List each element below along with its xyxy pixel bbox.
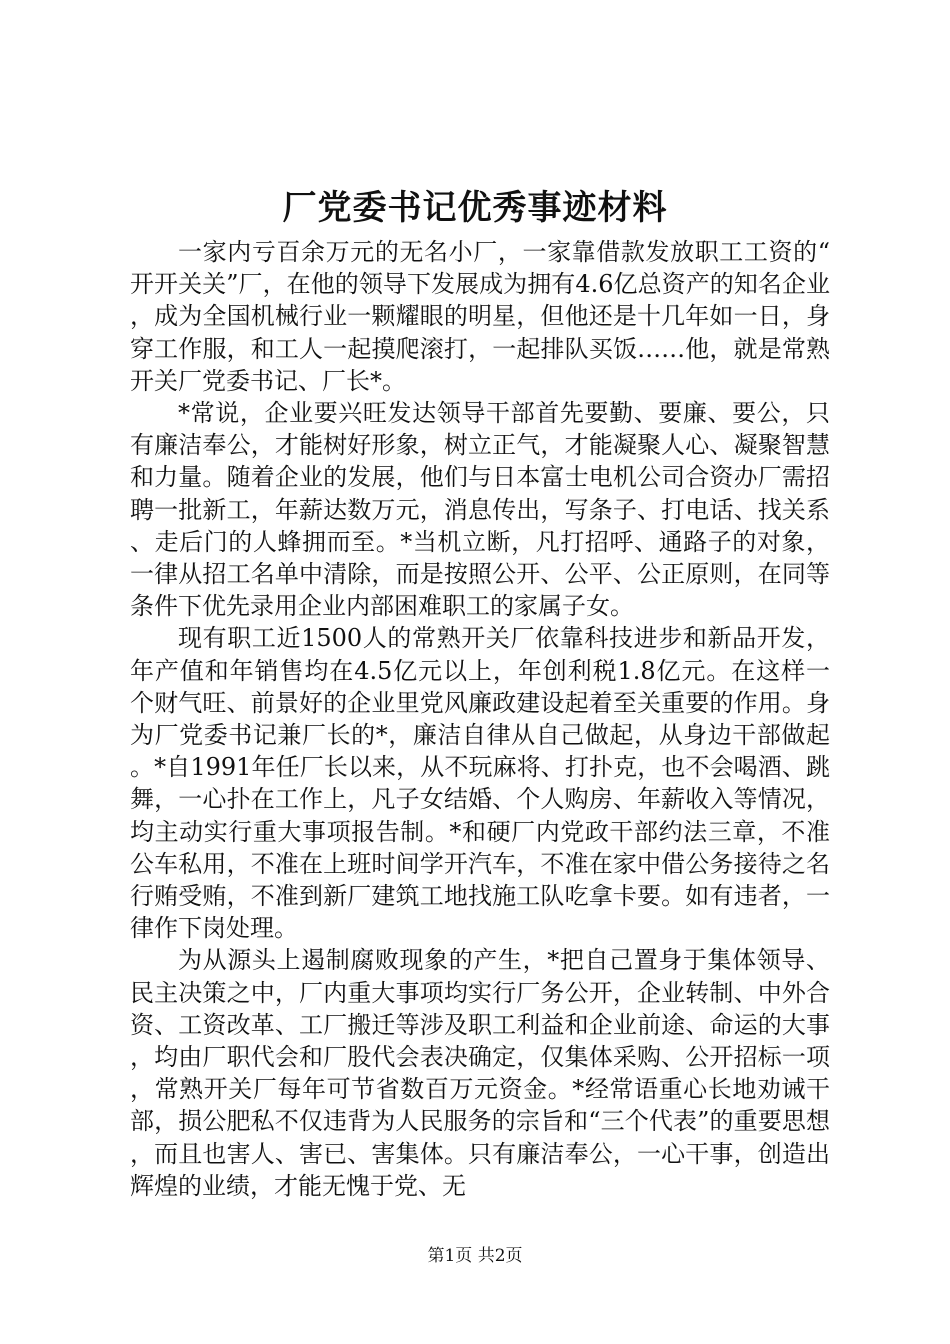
document-body	[130, 236, 830, 1202]
page-number-footer: 第1页 共2页	[427, 1246, 523, 1266]
paragraph-3: 现有职工近1500人的常熟开关厂依靠科技进步和新品开发，年产值和年销售均在4.5亿元以上，年创利税1.8亿元。在这样一个财气旺、前景好的企业里党风廉政建设起着至关重要的作用。身为厂党委书记兼厂长的*，廉洁自律从自己做起，从身边干部做起。*自1991年任厂长以来，从不玩麻将、打扑克，也不会喝酒、跳舞，一心扑在工作上，凡子女结婚、个人购房、年薪收入等情况，均主动实行重大事项报告制。*和硬厂内党政干部约法三章，不准公车私用，不准在上班时间学开汽车，不准在家中借公务接待之名行贿受贿，不准到新厂建筑工地找施工队吃拿卡要。如有违者，一律作下岗处理。	[130, 624, 830, 943]
paragraph-2: *常说，企业要兴旺发达领导干部首先要勤、要廉、要公，只有廉洁奉公，才能树好形象，树立正气，才能凝聚人心、凝聚智慧和力量。随着企业的发展，他们与日本富士电机公司合资办厂需招聘一批新工，年薪达数万元，消息传出，写条子、打电话、找关系、走后门的人蜂拥而至。*当机立断，凡打招呼、通路子的对象，一律从招工名单中清除，而是按照公开、公平、公正原则，在同等条件下优先录用企业内部困难职工的家属子女。	[130, 399, 830, 621]
paragraph-4: 为从源头上遏制腐败现象的产生，*把自己置身于集体领导、民主决策之中，厂内重大事项均实行厂务公开，企业转制、中外合资、工资改革、工厂搬迁等涉及职工利益和企业前途、命运的大事，均由厂职代会和厂股代会表决确定，仅集体采购、公开招标一项，常熟开关厂每年可节省数百万元资金。*经常语重心长地劝诫干部，损公肥私不仅违背为人民服务的宗旨和“三个代表”的重要思想，而且也害人、害已、害集体。只有廉洁奉公，一心干事，创造出辉煌的业绩，才能无愧于党、无	[130, 946, 830, 1200]
document-title: 厂党委书记优秀事迹材料	[282, 188, 668, 228]
paragraph-1: 一家内亏百余万元的无名小厂，一家靠借款发放职工工资的“开开关关”厂，在他的领导下发展成为拥有4.6亿总资产的知名企业，成为全国机械行业一颗耀眼的明星，但他还是十几年如一日，身穿工作服，和工人一起摸爬滚打，一起排队买饭……他，就是常熟开关厂党委书记、厂长*。	[130, 238, 830, 395]
